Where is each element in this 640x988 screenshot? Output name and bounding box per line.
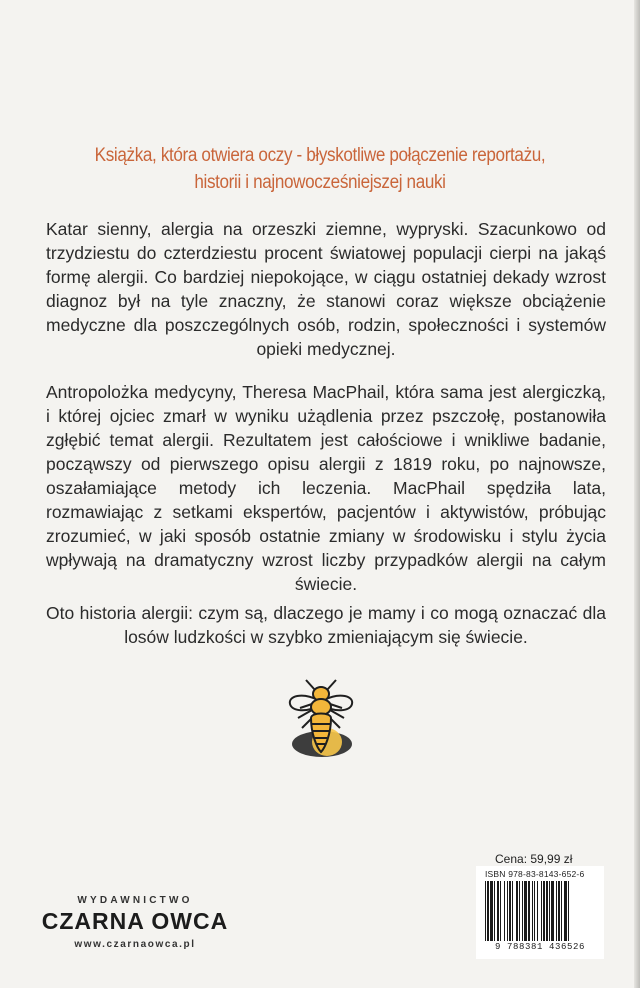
barcode-bar <box>568 881 569 941</box>
barcode-bar <box>546 881 548 941</box>
blurb-paragraph-3: Oto historia alergii: czym są, dlaczego je mamy i co mogą oznaczać dla losów ludzkości w szybko zmieniającym się świecie. <box>46 603 606 647</box>
tagline <box>86 142 554 196</box>
barcode-bar <box>497 881 499 941</box>
tagline-line-2: historii i najnowocześniejszej nauki <box>194 172 446 193</box>
barcode-bar <box>516 881 518 941</box>
barcode-bar <box>534 881 535 941</box>
publisher-url: www.czarnaowca.pl <box>74 939 196 950</box>
blurb-paragraph-1: Katar sienny, alergia na orzeszki ziemne, wypryski. Szacunkowo od trzydziestu do czterdziestu procent światowej populacji cierpi na jakąś formę alergii. Co bardziej niepokojące, w ciągu ostatniej dekady wzrost diagnoz był na tyle znaczny, że stanowi coraz większe obciążenie medyczne dla poszczególnych osób, rodzin, społeczności i systemów opieki medycznej. <box>46 219 606 359</box>
publisher-label: WYDAWNICTWO <box>77 895 193 906</box>
barcode-bar <box>524 881 527 941</box>
publisher-logo <box>30 895 240 950</box>
barcode-bar <box>558 881 560 941</box>
barcode-bar <box>509 881 511 941</box>
barcode-bar <box>556 881 557 941</box>
barcode-bar <box>549 881 550 941</box>
barcode-bar <box>541 881 542 941</box>
barcode-bar <box>500 881 501 941</box>
barcode-bar <box>537 881 538 941</box>
barcode-bar <box>512 881 513 941</box>
barcode-bar <box>487 881 489 941</box>
barcode-bar <box>528 881 530 941</box>
barcode-bar <box>561 881 562 941</box>
blurb-paragraph-2: Antropolożka medycyny, Theresa MacPhail, która sama jest alergiczką, i której ojciec zmarł w wyniku użądlenia przez pszczołę, postanowiła zgłębić temat alergii. Rezultatem jest całościowe i wnikliwe badanie, począwszy od pierwszego opisu alergii z 1819 roku, po najnowsze, oszałamiające metody ich leczenia. MacPhail spędziła lata, rozmawiając z setkami ekspertów, pacjentów i aktywistów, próbując zrozumieć, w jaki sposób ostatnie zmiany w środowisku i stylu życia wpływają na dramatyczny wzrost liczby przypadków alergii na całym świecie. <box>46 382 606 594</box>
barcode-digits: 9 788381 436526 <box>494 942 585 952</box>
barcode-bar <box>522 881 523 941</box>
barcode-bars <box>483 881 597 941</box>
bee-icon <box>282 674 360 764</box>
barcode-bar <box>551 881 554 941</box>
barcode-bar <box>564 881 567 941</box>
barcode-bar <box>543 881 545 941</box>
publisher-name: CZARNA OWCA <box>41 908 229 934</box>
barcode-bar <box>494 881 495 941</box>
price-label: Cena: 59,99 zł <box>495 852 573 866</box>
barcode-bar <box>485 881 486 941</box>
barcode-bar <box>519 881 520 941</box>
barcode <box>476 866 604 959</box>
barcode-bar <box>504 881 505 941</box>
barcode-bar <box>532 881 533 941</box>
barcode-bar <box>507 881 508 941</box>
isbn-text: ISBN 978-83-8143-652-6 <box>485 869 585 879</box>
barcode-bar <box>490 881 493 941</box>
tagline-line-1: Książka, która otwiera oczy - błyskotliwe połączenie reportażu, <box>94 145 546 166</box>
